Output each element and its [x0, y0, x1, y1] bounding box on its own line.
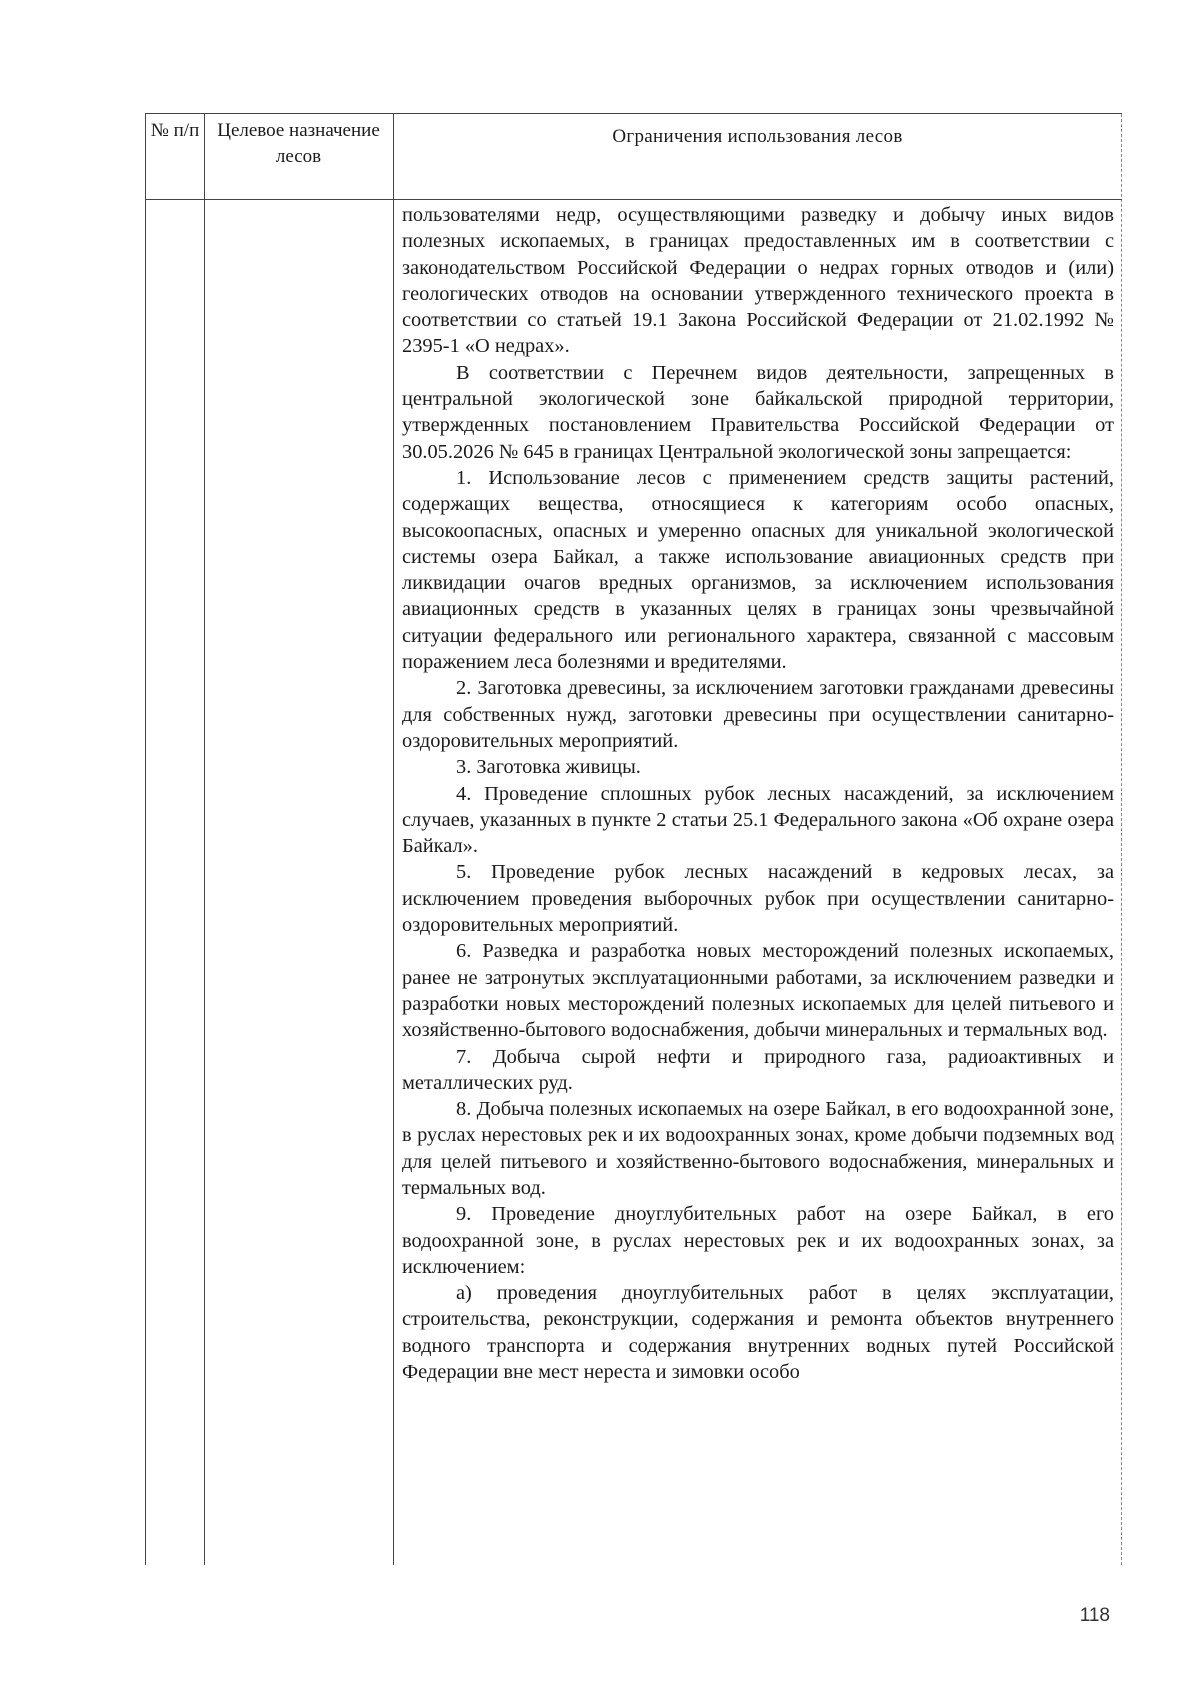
paragraph: 4. Проведение сплошных рубок лесных насаждений, за исключением случаев, указанных в пункте 2 статьи 25.1 Федерального закона «Об охране озера Байкал».	[402, 782, 1114, 858]
paragraph: 1. Использование лесов с применением средств защиты растений, содержащих вещества, относящиеся к категориям особо опасных, высокоопасных, опасных и умеренно опасных для уникальной экологической системы озера Байкал, а также использование авиационных средств при ликвидации очагов вредных организмов, за исключением использования авиационных средств в указанных целях в границах зоны чрезвычайной ситуации федерального или регионального характера, связанной с массовым поражением леса болезнями и вредителями.	[402, 466, 1114, 674]
table-right-border	[1121, 114, 1122, 1565]
header-forest-purpose: Целевое назначение лесов	[217, 120, 380, 167]
paragraph: 6. Разведка и разработка новых месторождений полезных ископаемых, ранее не затронутых эксплуатационными работами, за исключением разведки и разработки новых месторождений полезных ископаемых для целей питьевого и хозяйственно-бытового водоснабжения, добычи минеральных и термальных вод.	[402, 940, 1114, 1042]
page-number: 118	[1079, 1605, 1110, 1626]
paragraph: В соответствии с Перечнем видов деятельности, запрещенных в центральной экологической зоне байкальской природной территории, утвержденных постановлением Правительства Российской Федерации от 30.05.2026 № 645 в границах Центральной экологической зоны запрещается:	[402, 361, 1114, 463]
paragraph: 2. Заготовка древесины, за исключением заготовки гражданами древесины для собственных нужд, заготовки древесины при осуществлении санитарно-оздоровительных мероприятий.	[402, 677, 1114, 752]
header-forest-restrictions: Ограничения использования лесов	[612, 126, 903, 147]
column-divider	[393, 114, 394, 1565]
column-divider	[204, 114, 205, 1565]
paragraph: 5. Проведение рубок лесных насаждений в кедровых лесах, за исключением проведения выборочных рубок при осуществлении санитарно-оздоровительных мероприятий.	[402, 861, 1114, 937]
header-divider	[146, 199, 1122, 200]
paragraph: 7. Добыча сырой нефти и природного газа, радиоактивных и металлических руд.	[402, 1045, 1114, 1094]
paragraph: 3. Заготовка живицы.	[456, 756, 641, 779]
restrictions-table	[145, 113, 1122, 1565]
paragraph: 8. Добыча полезных ископаемых на озере Байкал, в его водоохранной зоне, в руслах нерестовых рек и их водоохранных зонах, кроме добычи подземных вод для целей питьевого и хозяйственно-бытового водоснабжения, минеральных и термальных вод.	[402, 1098, 1114, 1199]
paragraph: пользователями недр, осуществляющими разведку и добычу иных видов полезных ископаемых, в границах предоставленных им в соответствии с законодательством Российской Федерации о недрах горных отводов и (или) геологических отводов на основании утвержденного технического проекта в соответствии со статьей 19.1 Закона Российской Федерации от 21.02.1992 № 2395-1 «О недрах».	[402, 204, 1114, 358]
restrictions-text	[402, 202, 1114, 1385]
paragraph: а) проведения дноуглубительных работ в целях эксплуатации, строительства, реконструкции, содержания и ремонта объектов внутреннего водного транспорта и содержания внутренних водных путей Российской Федерации вне мест нереста и зимовки особо	[402, 1282, 1114, 1384]
header-number: № п/п	[150, 120, 200, 141]
paragraph: 9. Проведение дноуглубительных работ на озере Байкал, в его водоохранной зоне, в руслах нерестовых рек и их водоохранных зонах, за исключением:	[402, 1203, 1114, 1278]
